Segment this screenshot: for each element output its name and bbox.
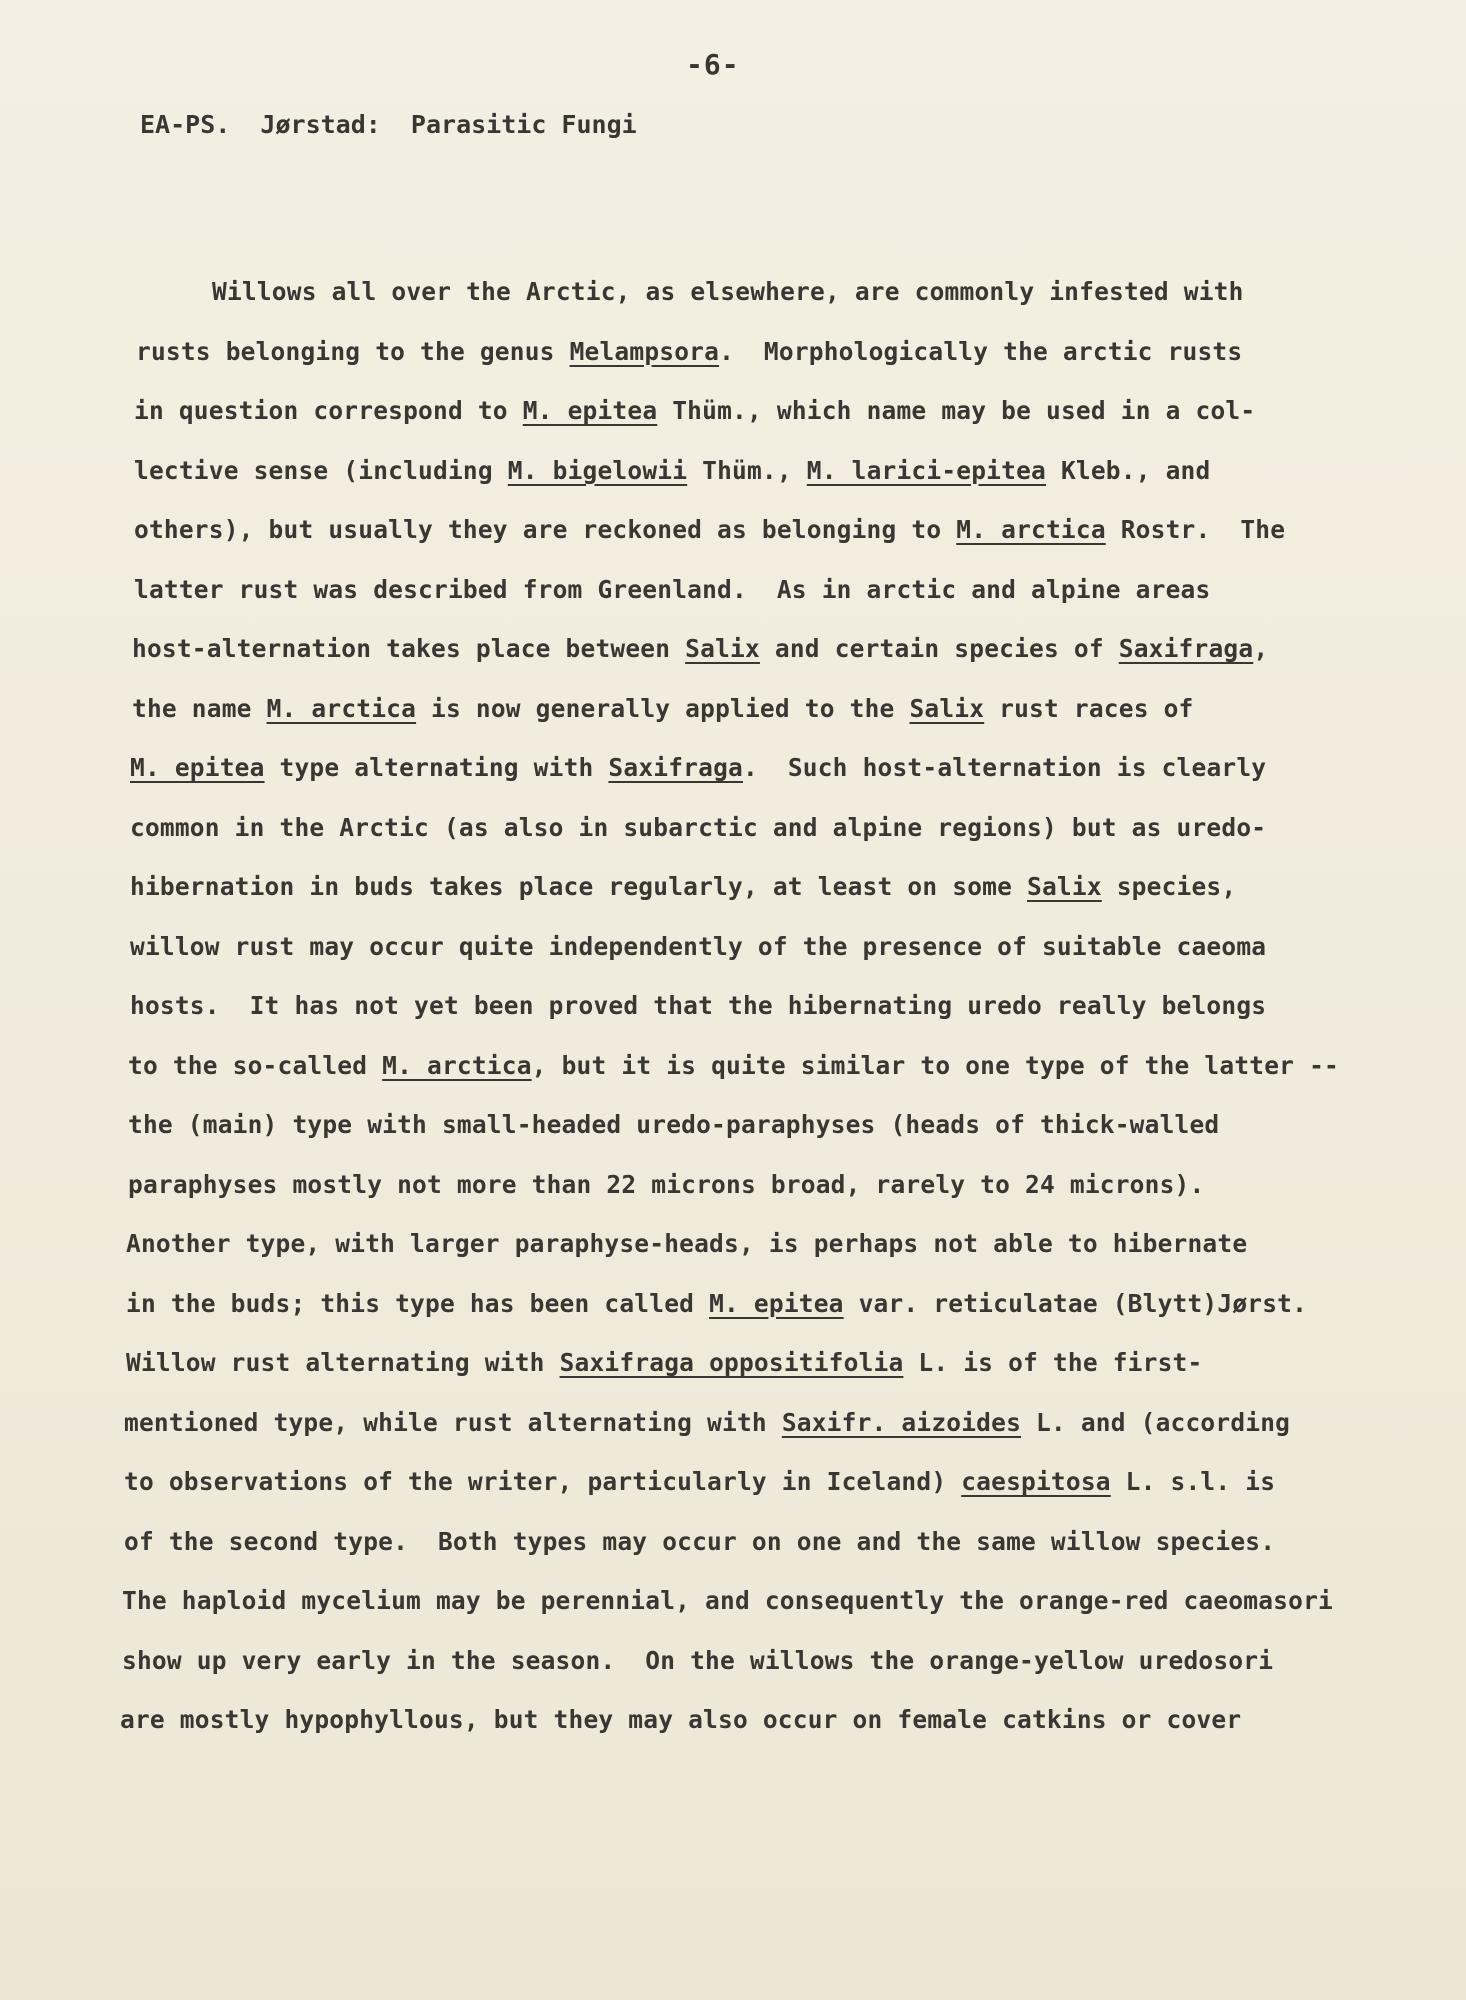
text-segment: L. and (according xyxy=(1021,1407,1291,1437)
text-line xyxy=(120,262,1360,322)
text-segment: Willow rust alternating with xyxy=(126,1348,560,1377)
text-segment: others), but usually they are reckoned as belonging to xyxy=(134,515,957,544)
text-segment: lective sense (including xyxy=(134,455,508,485)
text-line xyxy=(120,560,1360,620)
text-line xyxy=(120,1690,1360,1750)
text-line xyxy=(120,1095,1360,1155)
text-segment: in question correspond to xyxy=(134,396,523,425)
underlined-taxon: Salix xyxy=(909,693,985,723)
text-segment: species, xyxy=(1101,872,1237,901)
text-segment: The haploid mycelium may be perennial, and consequently the orange-red caeomasori xyxy=(122,1586,1333,1615)
text-line xyxy=(120,1155,1360,1215)
text-line xyxy=(120,1214,1360,1274)
text-segment: common in the Arctic (as also in subarctic and alpine regions) but as uredo- xyxy=(130,812,1267,842)
text-segment: Thüm., xyxy=(687,455,807,485)
text-segment: is now generally applied to the xyxy=(416,693,910,723)
text-segment: Willows all over the Arctic, as elsewhere, are commonly infested with xyxy=(212,277,1244,306)
text-segment: the name xyxy=(132,693,267,723)
text-segment: rust races of xyxy=(984,693,1194,723)
text-line xyxy=(120,976,1360,1036)
text-line xyxy=(120,798,1360,858)
text-line xyxy=(120,381,1360,441)
text-segment: Kleb., and xyxy=(1046,455,1211,485)
text-line xyxy=(120,1631,1360,1691)
underlined-taxon: Saxifraga xyxy=(1118,634,1254,663)
underlined-taxon: M. epitea xyxy=(130,753,265,782)
underlined-taxon: M. epitea xyxy=(522,396,658,425)
underlined-taxon: Salix xyxy=(1027,872,1102,901)
text-segment: . Such host-alternation is clearly xyxy=(742,753,1267,782)
underlined-taxon: M. arctica xyxy=(266,693,417,723)
page-number: -6- xyxy=(686,48,740,81)
underlined-taxon: M. bigelowii xyxy=(507,455,688,485)
underlined-taxon: M. arctica xyxy=(956,515,1106,544)
text-line xyxy=(120,917,1360,977)
text-segment: hosts. It has not yet been proved that the hibernating uredo really belongs xyxy=(130,991,1267,1020)
body-text xyxy=(120,262,1360,1750)
text-line xyxy=(120,441,1360,501)
text-line xyxy=(120,619,1360,679)
text-segment: the (main) type with small-headed uredo-paraphyses (heads of thick-walled xyxy=(128,1110,1220,1139)
text-segment: Rostr. The xyxy=(1105,515,1286,544)
text-segment: and certain species of xyxy=(759,634,1119,663)
underlined-taxon: Saxifraga oppositifolia xyxy=(559,1348,904,1377)
text-segment: , xyxy=(1253,634,1269,663)
text-segment: rusts belonging to the genus xyxy=(136,336,570,366)
text-line xyxy=(120,1393,1360,1453)
text-line xyxy=(120,857,1360,917)
underlined-taxon: Saxifraga xyxy=(608,753,743,782)
text-segment: L. is of the first- xyxy=(903,1348,1203,1377)
text-line xyxy=(120,322,1360,382)
text-segment: hibernation in buds takes place regularly, at least on some xyxy=(130,872,1028,901)
text-segment: , but it is quite similar to one type of the latter -- xyxy=(531,1050,1339,1080)
text-segment: willow rust may occur quite independently of the presence of suitable caeoma xyxy=(130,931,1267,961)
text-segment: mentioned type, while rust alternating with xyxy=(124,1407,782,1437)
underlined-taxon: caespitosa xyxy=(961,1467,1111,1496)
underlined-taxon: Melampsora xyxy=(569,336,720,366)
text-segment: are mostly hypophyllous, but they may also occur on female catkins or cover xyxy=(120,1705,1242,1734)
text-segment: L. s.l. is xyxy=(1110,1467,1276,1496)
text-line xyxy=(120,1333,1360,1393)
underlined-taxon: Salix xyxy=(685,634,760,663)
text-segment: to observations of the writer, particularly in Iceland) xyxy=(124,1467,962,1496)
underlined-taxon: Saxifr. aizoides xyxy=(781,1407,1022,1437)
text-line xyxy=(120,679,1360,739)
text-segment: type alternating with xyxy=(264,753,609,782)
text-segment: to the so-called xyxy=(128,1050,383,1080)
underlined-taxon: M. arctica xyxy=(382,1050,532,1080)
text-segment: of the second type. Both types may occur on one and the same willow species. xyxy=(124,1526,1276,1556)
text-line xyxy=(120,1512,1360,1572)
text-segment: Another type, with larger paraphyse-heads, is perhaps not able to hibernate xyxy=(126,1229,1248,1258)
underlined-taxon: M. epitea xyxy=(709,1288,844,1318)
text-segment: var. reticulatae (Blytt)Jørst. xyxy=(843,1288,1308,1318)
text-line xyxy=(120,1452,1360,1512)
text-segment: paraphyses mostly not more than 22 microns broad, rarely to 24 microns). xyxy=(128,1169,1205,1199)
text-line xyxy=(120,1274,1360,1334)
underlined-taxon: M. larici-epitea xyxy=(806,455,1046,485)
text-line xyxy=(120,738,1360,798)
text-segment: latter rust was described from Greenland. As in arctic and alpine areas xyxy=(134,574,1211,604)
text-segment: host-alternation takes place between xyxy=(132,634,686,663)
text-segment: show up very early in the season. On the willows the orange-yellow uredosori xyxy=(122,1645,1274,1675)
text-segment: in the buds; this type has been called xyxy=(126,1288,710,1318)
text-segment: Thüm., which name may be used in a col- xyxy=(657,396,1256,425)
text-line xyxy=(120,500,1360,560)
running-head: EA-PS. Jørstad: Parasitic Fungi xyxy=(140,110,637,139)
text-segment: . Morphologically the arctic rusts xyxy=(719,336,1243,366)
text-line xyxy=(120,1571,1360,1631)
text-line xyxy=(120,1036,1360,1096)
